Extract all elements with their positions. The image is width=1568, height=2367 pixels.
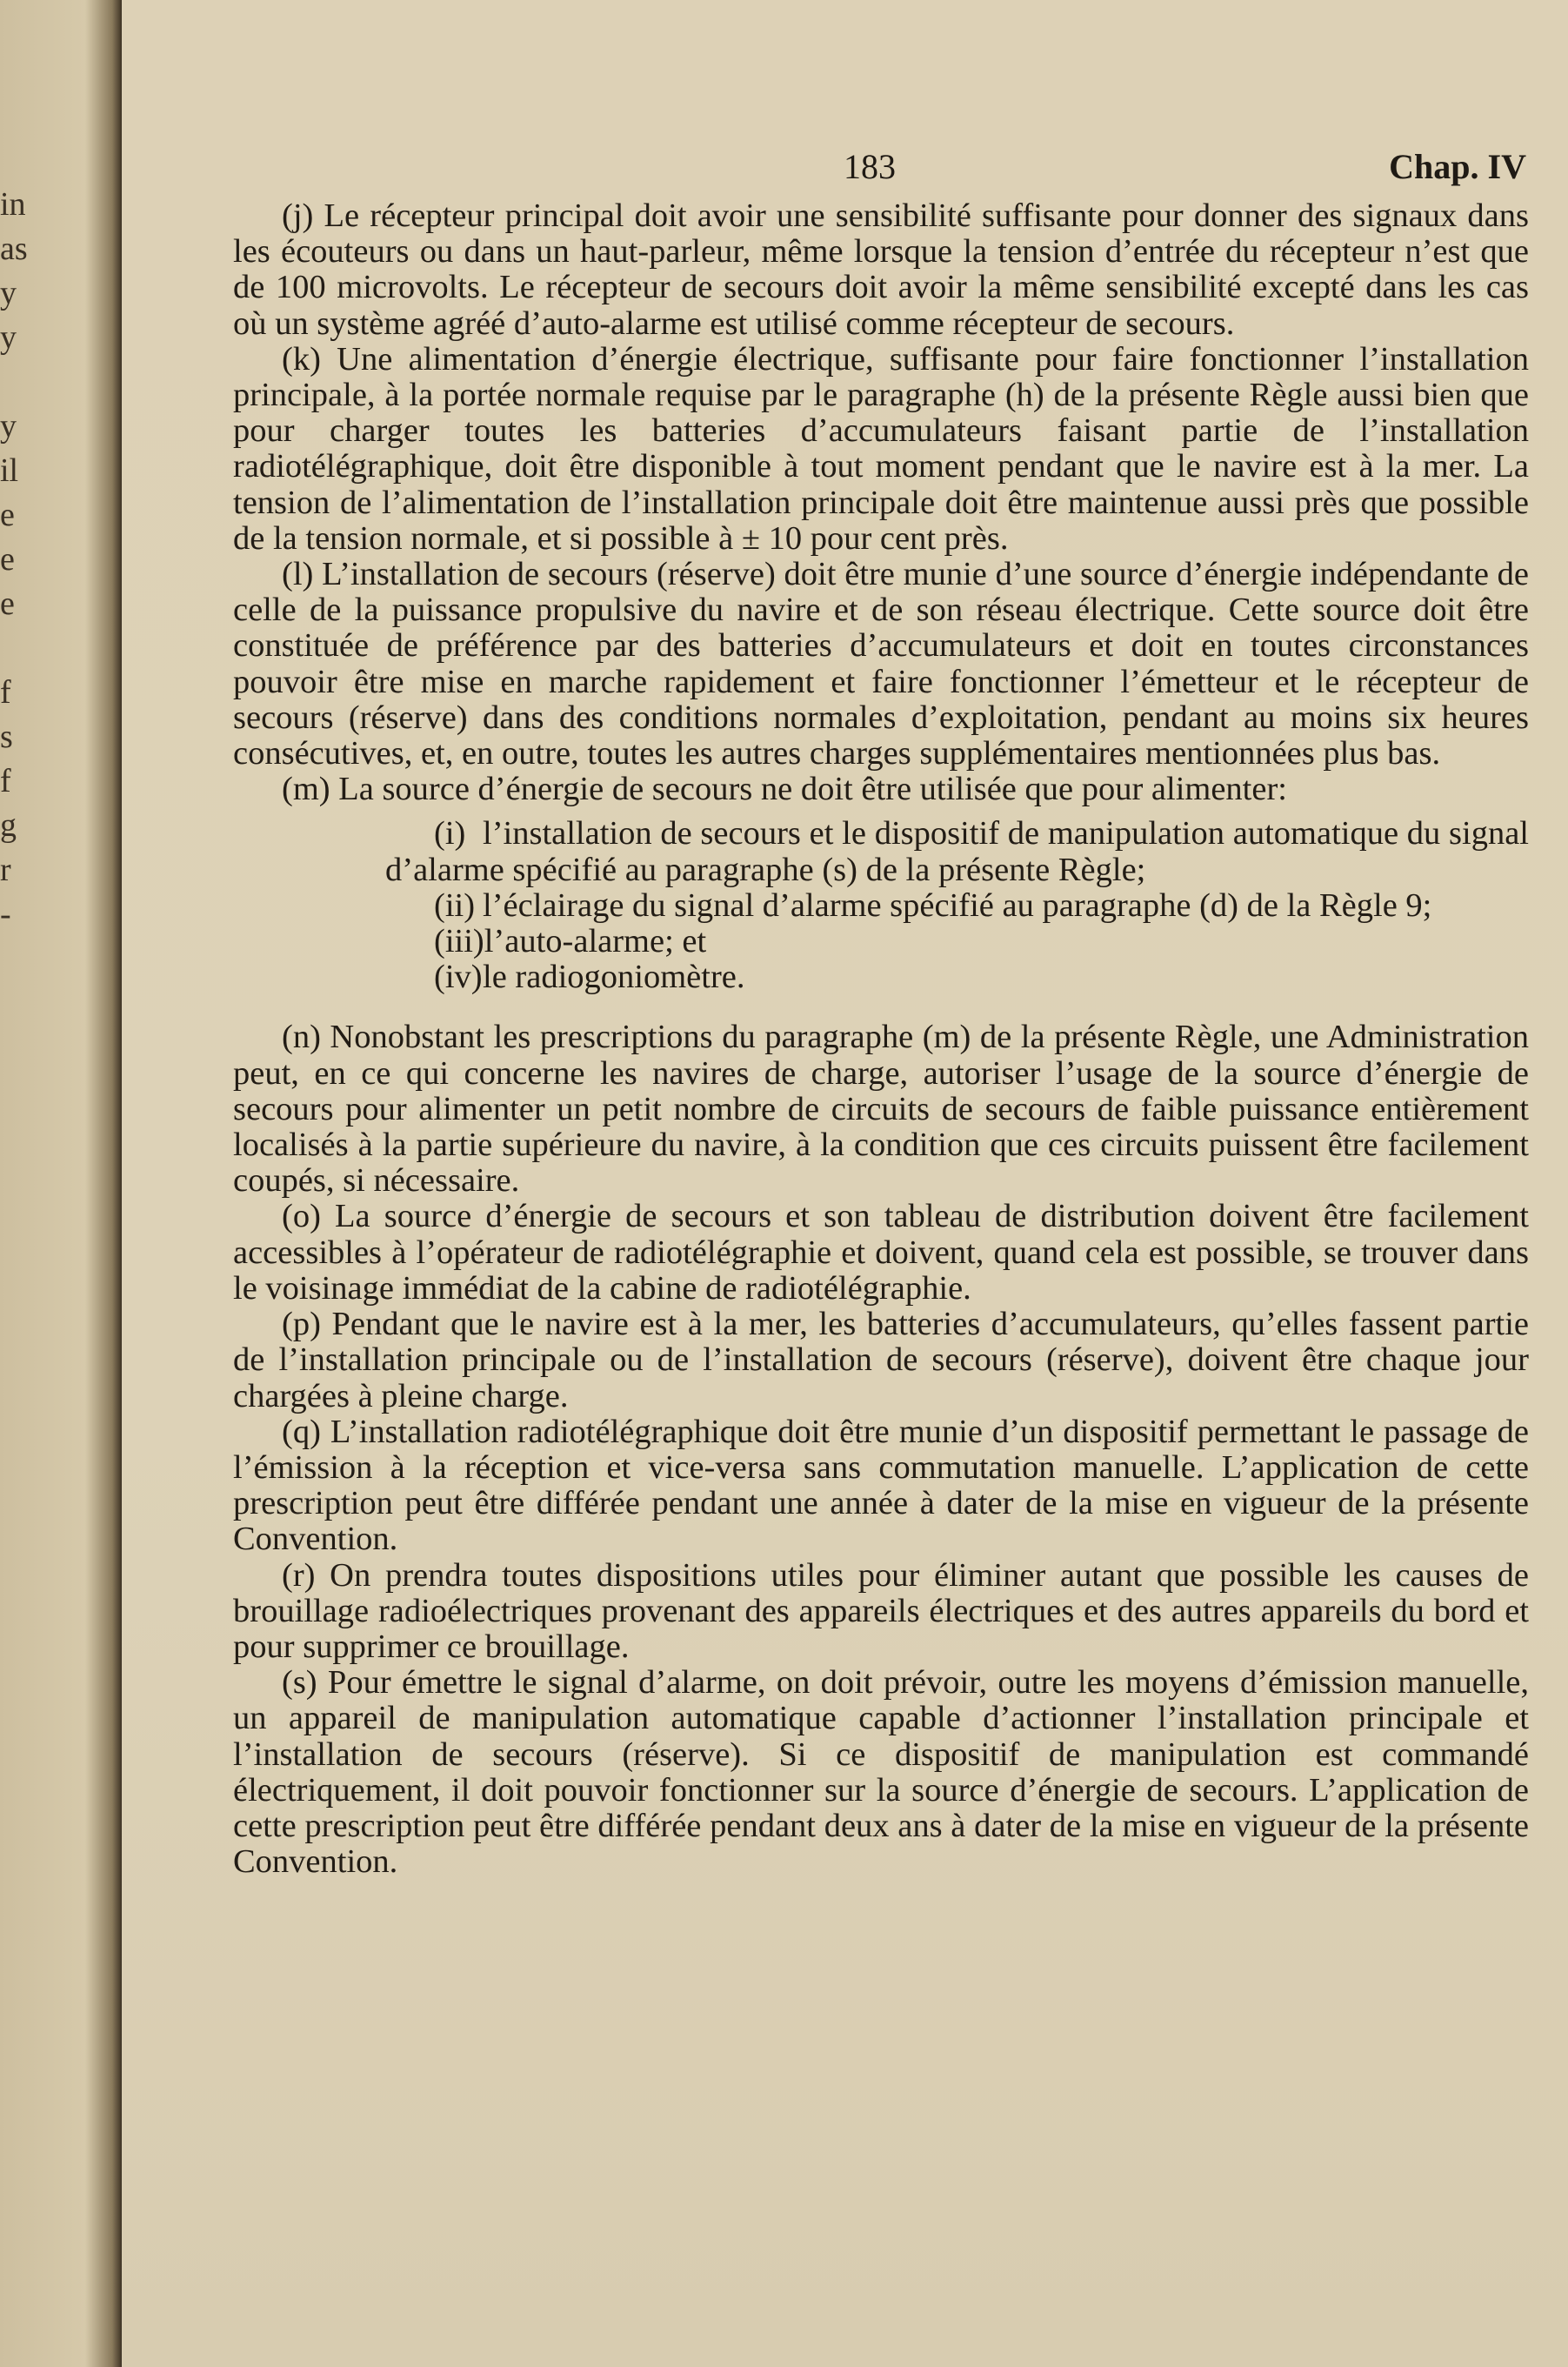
- list-item: (iii)l’auto-alarme; et: [434, 923, 707, 960]
- page-header: [122, 146, 1568, 198]
- margin-fragment: y: [0, 319, 17, 356]
- margin-fragment: f: [0, 763, 11, 799]
- list-item: (i) l’installation de secours et le dispositif de manipulation automatique du signal d’alarme spécifié au paragraphe (s) de la présente Règle;: [385, 815, 1529, 888]
- paragraph-o: (o) La source d’énergie de secours et son tableau de distribution doivent être facilement accessibles à l’opérateur de radiotélégraphie et doivent, quand cela est possible, se trouver dans le voisinage immédiat de la cabine de radiotélégraphie.: [233, 1198, 1529, 1307]
- body-text: [233, 198, 1529, 1880]
- margin-fragment: il: [0, 452, 19, 489]
- margin-fragment: y: [0, 408, 17, 445]
- paragraph-m-list: [233, 816, 1529, 995]
- paragraph-l: (l) L’installation de secours (réserve) doit être munie d’une source d’énergie indépendante de celle de la puissance propulsive du navire et de son réseau électrique. Cette source doit être constituée de préférence par des batteries d’accumulateurs et doit en toutes circonstances pouvoir être mise en marche rapidement et faire fonctionner l’émetteur et le récepteur de secours (réserve) dans des conditions normales d’exploitation, pendant au moins six heures consécutives, et, en outre, toutes les autres charges supplémentaires mentionnées plus bas.: [233, 556, 1529, 772]
- paragraph-n: (n) Nonobstant les prescriptions du paragraphe (m) de la présente Règle, une Administration peut, en ce qui concerne les navires de charge, autoriser l’usage de la source d’énergie de secours pour alimenter un petit nombre de circuits de secours de faible puissance entièrement localisés à la partie supérieure du navire, à la condition que ces circuits puissent être facilement coupés, si nécessaire.: [233, 1019, 1529, 1200]
- margin-fragment: as: [0, 231, 28, 267]
- paragraph-j: (j) Le récepteur principal doit avoir une sensibilité suffisante pour donner des signaux dans les écouteurs ou dans un haut-parleur, même lorsque la tension d’entrée du récepteur n’est que de 100 microvolts. Le récepteur de secours doit avoir la même sensibilité excepté dans les cas où un système agréé d’auto-alarme est utilisé comme récepteur de secours.: [233, 197, 1529, 342]
- margin-fragment: -: [0, 896, 11, 933]
- paragraph-r: (r) On prendra toutes dispositions utiles pour éliminer autant que possible les causes de brouillage radioélectriques provenant des appareils électriques et des autres appareils du bord et pour supprimer ce brouillage.: [233, 1556, 1529, 1665]
- paragraph-m: (m) La source d’énergie de secours ne doit être utilisée que pour alimenter:: [282, 771, 1287, 808]
- list-item: (ii) l’éclairage du signal d’alarme spécifié au paragraphe (d) de la Règle 9;: [434, 886, 1432, 924]
- facing-page-text-fragments: [0, 183, 35, 937]
- margin-fragment: g: [0, 807, 17, 844]
- paragraph-q: (q) L’installation radiotélégraphique doit être munie d’un dispositif permettant le passage de l’émission à la réception et vice-versa sans commutation manuelle. L’application de cette prescription peut être différée pendant une année à dater de la mise en vigueur de la présente Convention.: [233, 1413, 1529, 1558]
- margin-fragment: r: [0, 852, 11, 888]
- margin-fragment: [0, 626, 35, 671]
- list-item: (iv)le radiogoniomètre.: [434, 959, 745, 996]
- chapter-label: Chap. IV: [1389, 147, 1526, 186]
- facing-page-edge: [0, 0, 122, 2367]
- margin-fragment: y: [0, 275, 17, 311]
- page-number: 183: [844, 147, 896, 186]
- paragraph-p: (p) Pendant que le navire est à la mer, les batteries d’accumulateurs, qu’elles fassent partie de l’installation principale ou de l’installation de secours (réserve), doivent être chaque jour chargées à pleine charge.: [233, 1306, 1529, 1414]
- paragraph-s: (s) Pour émettre le signal d’alarme, on doit prévoir, outre les moyens d’émission manuelle, un appareil de manipulation automatique capable d’actionner l’installation principale et l’installation de secours (réserve). Si ce dispositif de manipulation est commandé électriquement, il doit pouvoir fonctionner sur la source d’énergie de secours. L’application de cette prescription peut être différée pendant deux ans à dater de la mise en vigueur de la présente Convention.: [233, 1664, 1529, 1881]
- margin-fragment: [0, 360, 35, 405]
- margin-fragment: in: [0, 186, 26, 223]
- margin-fragment: e: [0, 585, 15, 622]
- margin-fragment: e: [0, 497, 15, 533]
- book-page: [122, 0, 1568, 2367]
- margin-fragment: f: [0, 674, 11, 711]
- paragraph-k: (k) Une alimentation d’énergie électrique, suffisante pour faire fonctionner l’installation principale, à la portée normale requise par le paragraphe (h) de la présente Règle aussi bien que pour charger toutes les batteries d’accumulateurs faisant partie de l’installation radiotélégraphique, doit être disponible à tout moment pendant que le navire est à la mer. La tension de l’alimentation de l’installation principale doit être maintenue aussi près que possible de la tension normale, et si possible à ± 10 pour cent près.: [233, 340, 1529, 557]
- margin-fragment: s: [0, 719, 13, 755]
- margin-fragment: e: [0, 541, 15, 578]
